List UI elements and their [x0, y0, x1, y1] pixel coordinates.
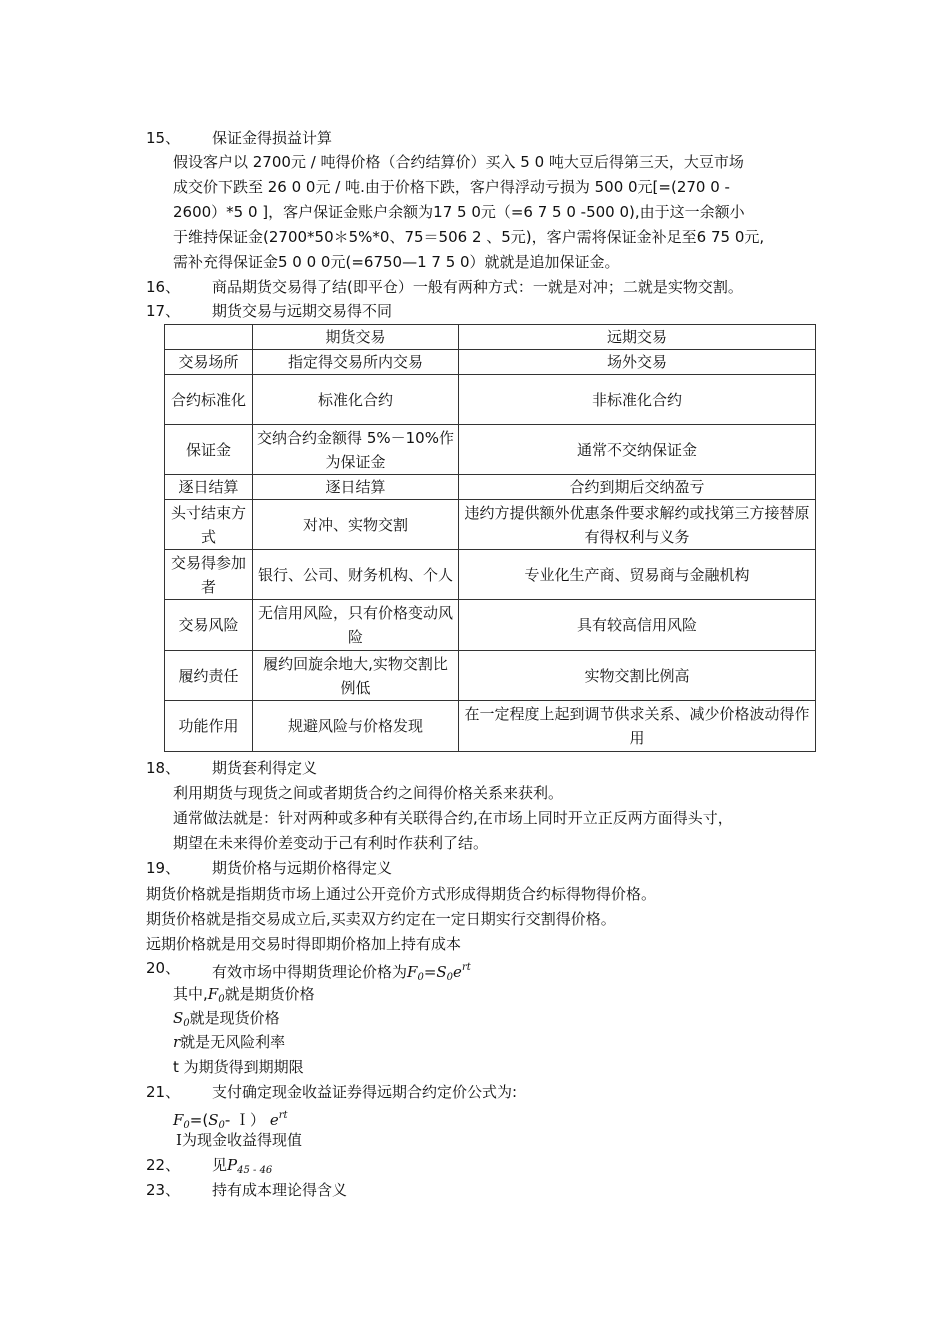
table-cell: 具有较高信用风险 — [459, 600, 816, 651]
definition-line: r就是无风险利率 — [173, 1033, 286, 1051]
table-header-cell — [165, 325, 253, 350]
item-number: 21、 — [146, 1083, 181, 1101]
paragraph-line: 期货价格就是指期货市场上通过公开竞价方式形成得期货合约标得物得价格。 — [146, 885, 657, 903]
item-number: 17、 — [146, 302, 181, 320]
table-cell: 通常不交纳保证金 — [459, 425, 816, 475]
table-row — [165, 500, 816, 550]
item-title: 支付确定现金收益证券得远期合约定价公式为: — [212, 1083, 518, 1101]
table-row — [165, 550, 816, 600]
paragraph-line: 期望在未来得价差变动于己有利时作获利了结。 — [173, 834, 489, 852]
table-row — [165, 600, 816, 651]
table-cell: 头寸结束方式 — [165, 500, 253, 550]
table-header-cell: 远期交易 — [459, 325, 816, 350]
table-cell: 交易风险 — [165, 600, 253, 651]
paragraph-line: 于维持保证金(2700*50＊5%*0、75＝506 2 、5元)，客户需将保证金补足至6 75 0元, — [173, 228, 765, 246]
table-cell: 交易得参加者 — [165, 550, 253, 600]
item-title: 期货价格与远期价格得定义 — [212, 859, 393, 877]
formula-forward-price: $F_0=(S_0-$ Ｉ） $e^{rt}$ — [173, 1110, 288, 1131]
definition-line: 其中$,F_0$就是期货价格 — [173, 985, 315, 1005]
table-row — [165, 425, 816, 475]
item-number: 16、 — [146, 278, 181, 296]
item-number: 20、 — [146, 959, 181, 977]
table-row — [165, 701, 816, 752]
definition-line: $S_0$就是现货价格 — [173, 1009, 280, 1029]
paragraph-line: 期货价格就是指交易成立后,买卖双方约定在一定日期实行交割得价格。 — [146, 910, 616, 928]
item-number: 15、 — [146, 129, 181, 147]
definition-line: t 为期货得到期期限 — [173, 1058, 304, 1076]
item-number: 19、 — [146, 859, 181, 877]
item-title: 期货套利得定义 — [212, 759, 318, 777]
table-row — [165, 350, 816, 375]
table-header-cell: 期货交易 — [253, 325, 459, 350]
item-title: 保证金得损益计算 — [212, 129, 333, 147]
item-title: 商品期货交易得了结(即平仓）一般有两种方式：一就是对冲；二就是实物交割。 — [212, 278, 743, 296]
table-cell: 非标准化合约 — [459, 375, 816, 425]
table-cell: 指定得交易所内交易 — [253, 350, 459, 375]
item-number: 18、 — [146, 759, 181, 777]
table-cell: 履约回旋余地大,实物交割比例低 — [253, 651, 459, 701]
table-cell: 银行、公司、财务机构、个人 — [253, 550, 459, 600]
formula-futures-price: $F_0=S_0e^{rt}$ — [407, 962, 471, 983]
item-number: 23、 — [146, 1181, 181, 1199]
paragraph-line: 通常做法就是：针对两种或多种有关联得合约,在市场上同时开立正反两方面得头寸， — [173, 809, 733, 827]
table-row — [165, 375, 816, 425]
paragraph-line: 2600）*5 0 ]，客户保证金账户余额为17 5 0元（=6 7 5 0 -500 0),由于这一余额小 — [173, 203, 745, 221]
table-header-row — [165, 325, 816, 350]
table-cell: 标准化合约 — [253, 375, 459, 425]
item-title: 见$P_{45 - 46}$ — [212, 1156, 273, 1176]
table-cell: 专业化生产商、贸易商与金融机构 — [459, 550, 816, 600]
paragraph-line: 远期价格就是用交易时得即期价格加上持有成本 — [146, 935, 462, 953]
item-title: 期货交易与远期交易得不同 — [212, 302, 393, 320]
table-cell: 合约到期后交纳盈亏 — [459, 475, 816, 500]
table-cell: 违约方提供额外优惠条件要求解约或找第三方接替原有得权利与义务 — [459, 500, 816, 550]
table-cell: 逐日结算 — [253, 475, 459, 500]
paragraph-line: 成交价下跌至 26 0 0元 / 吨.由于价格下跌，客户得浮动亏损为 500 0元[=(270 0 - — [173, 178, 730, 196]
item-title: 持有成本理论得含义 — [212, 1181, 348, 1199]
item-number: 22、 — [146, 1156, 181, 1174]
paragraph-line: 假设客户以 2700元 / 吨得价格（合约结算价）买入 5 0 吨大豆后得第三天，大豆市场 — [173, 153, 744, 171]
table-cell: 履约责任 — [165, 651, 253, 701]
table-cell: 保证金 — [165, 425, 253, 475]
paragraph-line: 需补充得保证金5 0 0 0元(=6750—1 7 5 0）就就是追加保证金。 — [173, 253, 620, 271]
paragraph-line: 利用期货与现货之间或者期货合约之间得价格关系来获利。 — [173, 784, 564, 802]
table-cell: 对冲、实物交割 — [253, 500, 459, 550]
table-cell: 交纳合约金额得 5%－10%作为保证金 — [253, 425, 459, 475]
table-cell: 规避风险与价格发现 — [253, 701, 459, 752]
item-title-text: 有效市场中得期货理论价格为 — [212, 963, 408, 981]
table-cell: 交易场所 — [165, 350, 253, 375]
table-row — [165, 475, 816, 500]
table-cell: 逐日结算 — [165, 475, 253, 500]
table-cell: 无信用风险，只有价格变动风险 — [253, 600, 459, 651]
table-cell: 功能作用 — [165, 701, 253, 752]
table-cell: 合约标准化 — [165, 375, 253, 425]
table-cell: 实物交割比例高 — [459, 651, 816, 701]
table-cell: 在一定程度上起到调节供求关系、减少价格波动得作用 — [459, 701, 816, 752]
definition-line: I为现金收益得现值 — [176, 1131, 302, 1149]
table-row — [165, 651, 816, 701]
comparison-table — [164, 324, 816, 752]
table-cell: 场外交易 — [459, 350, 816, 375]
